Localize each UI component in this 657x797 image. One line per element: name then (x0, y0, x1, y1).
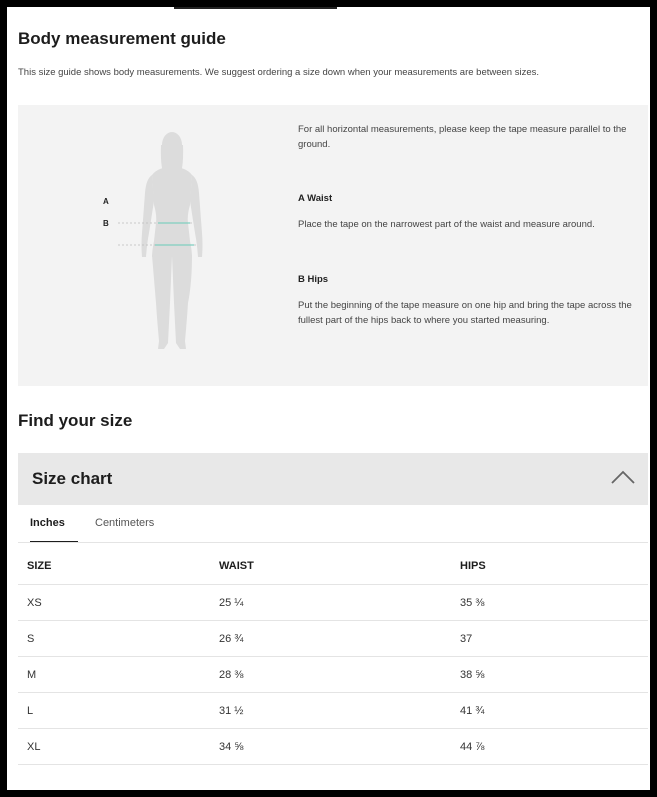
cell-waist: 26 ¾ (210, 621, 451, 657)
cell-waist: 34 ⅝ (210, 729, 451, 765)
tab-centimeters-label: Centimeters (95, 517, 155, 529)
column-header-waist: WAIST (210, 547, 451, 585)
hips-heading: B Hips (298, 274, 329, 285)
tab-inches[interactable] (30, 505, 78, 542)
tab-centimeters[interactable] (95, 505, 154, 541)
page-title: Body measurement guide (18, 29, 226, 48)
cell-waist: 31 ½ (210, 693, 451, 729)
cell-size: S (18, 621, 210, 657)
column-header-size: SIZE (18, 547, 210, 585)
size-chart-title: Size chart (32, 469, 113, 488)
cell-size: L (18, 693, 210, 729)
cell-hips: 35 ⅜ (451, 585, 648, 621)
cell-size: XL (18, 729, 210, 765)
cell-hips: 38 ⅝ (451, 657, 648, 693)
active-tab-indicator (174, 7, 337, 9)
cell-hips: 44 ⅞ (451, 729, 648, 765)
cell-waist: 25 ¼ (210, 585, 451, 621)
intro-text: This size guide shows body measurements. We suggest ordering a size down when your measurements are between sizes. (18, 67, 540, 78)
table-row (18, 729, 648, 765)
cell-size: M (18, 657, 210, 693)
table-row (18, 693, 648, 729)
size-guide-panel (7, 7, 650, 790)
measurement-guide (18, 105, 648, 386)
cell-size: XS (18, 585, 210, 621)
cell-hips: 37 (451, 621, 648, 657)
cell-waist: 28 ⅜ (210, 657, 451, 693)
hips-instruction: Put the beginning of the tape measure on one hip and bring the tape across the fullest part of the hips back to where you started measuring. (298, 300, 632, 326)
body-figure-illustration (103, 123, 268, 363)
table-row (18, 585, 648, 621)
table-header-row (18, 547, 648, 585)
figure-label-a: A (103, 197, 109, 206)
size-chart-header[interactable] (18, 453, 648, 505)
table-row (18, 621, 648, 657)
cell-hips: 41 ¾ (451, 693, 648, 729)
find-size-title: Find your size (18, 411, 133, 430)
general-note: For all horizontal measurements, please keep the tape measure parallel to the ground. (298, 124, 627, 150)
column-header-hips: HIPS (451, 547, 648, 585)
chevron-up-icon[interactable] (610, 467, 636, 487)
size-table (18, 547, 648, 765)
tab-inches-label: Inches (30, 517, 65, 529)
unit-tabs (18, 505, 648, 543)
figure-label-b: B (103, 219, 109, 228)
table-row (18, 657, 648, 693)
waist-instruction: Place the tape on the narrowest part of the waist and measure around. (298, 219, 595, 230)
body-silhouette-icon (108, 123, 268, 363)
waist-heading: A Waist (298, 193, 333, 204)
